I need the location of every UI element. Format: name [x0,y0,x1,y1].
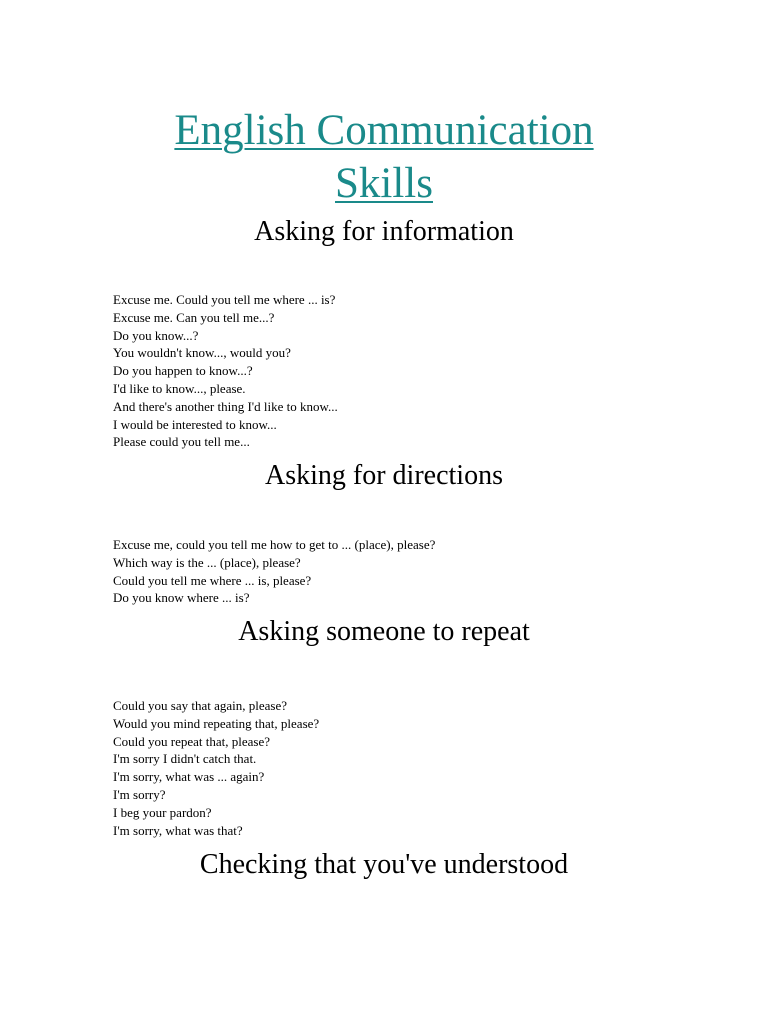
title-link[interactable] [174,107,593,207]
phrase-line: Do you know where ... is? [113,590,250,606]
phrase-line: Excuse me. Can you tell me...? [113,309,275,325]
document-title [0,104,768,210]
phrase-line: I would be interested to know... [113,416,277,432]
section-heading-repeat: Asking someone to repeat [238,616,530,647]
phrase-line: Could you say that again, please? [113,698,288,713]
phrase-line: Could you tell me where ... is, please? [113,572,312,588]
phrase-line: Do you know...? [113,327,199,343]
phrase-line: Do you happen to know...? [113,363,253,379]
phrase-line: Excuse me, could you tell me how to get to ... (place), please? [113,537,436,552]
title-line-2: Skills [335,160,433,207]
phrase-line: And there's another thing I'd like to know... [113,398,338,414]
section-heading-information: Asking for information [254,216,514,247]
phrase-line: I'm sorry? [113,786,166,802]
phrase-line: Please could you tell me... [113,434,250,450]
phrase-line: I'm sorry, what was ... again? [113,769,265,785]
phrase-line: Excuse me. Could you tell me where ... is? [113,292,336,307]
phrase-line: I beg your pardon? [113,804,212,820]
phrase-line: I'm sorry I didn't catch that. [113,751,257,767]
title-line-1: English Communication [174,107,594,154]
phrase-list-information [113,291,713,451]
section-heading-directions: Asking for directions [265,460,503,491]
phrase-list-repeat [113,697,713,839]
phrase-line: Could you repeat that, please? [113,733,271,749]
phrase-line: Would you mind repeating that, please? [113,715,320,731]
phrase-line: I'm sorry, what was that? [113,822,243,838]
phrase-list-directions [113,536,713,607]
phrase-line: I'd like to know..., please. [113,380,246,396]
phrase-line: Which way is the ... (place), please? [113,554,301,570]
phrase-line: You wouldn't know..., would you? [113,345,291,361]
section-heading-checking: Checking that you've understood [199,849,569,880]
